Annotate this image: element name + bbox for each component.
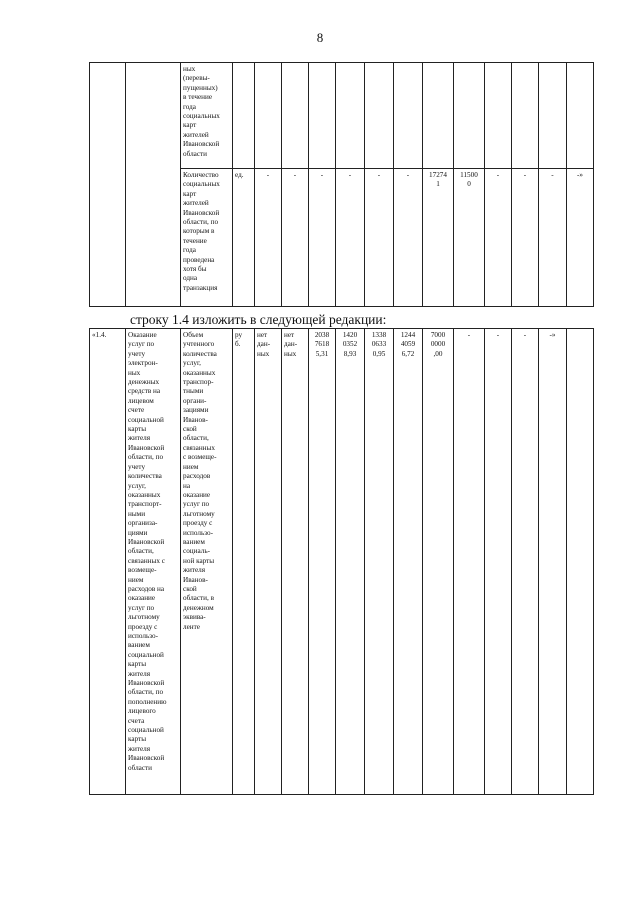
text-line: в течение [183,93,213,102]
text-line: Ивановской [183,208,220,217]
amendment-heading: строку 1.4 изложить в следующей редакции: [130,312,387,327]
unit-cell: ед. [233,169,255,307]
text-line: ,00 [433,349,443,358]
text-line: использо- [128,632,159,640]
text-line: органи- [183,396,207,405]
text-line: льготному [183,509,215,518]
text-line: оказанных [128,490,161,499]
value-cell: -» [567,169,594,307]
text-line: нет [257,331,268,339]
text-line: жителя [128,669,151,678]
text-line: счета [128,716,145,725]
text-line: ных [128,368,141,377]
unit-cell [233,329,255,795]
text-line: услуг по [183,500,210,509]
value-cell [365,329,394,795]
text-line: ской [183,584,197,593]
value-cell [454,169,485,307]
text-line: дан- [284,340,298,349]
text-line: 6,72 [401,349,415,358]
text-line: карт [183,189,197,198]
text-line: оказание [183,490,211,499]
text-line: учету [128,462,146,471]
text-line: жителя [183,566,206,575]
text-line: нием [183,462,199,471]
text-line: ными [128,509,146,518]
text-line: счете [128,406,145,415]
text-line: услуг, [183,359,201,368]
text-line: пущенных) [183,83,218,92]
text-line: количества [183,349,217,358]
text-line: ной карты [183,556,215,565]
text-line: карт [183,121,197,130]
text-line: Ивановской [128,754,165,763]
text-line: социальных [183,180,220,189]
text-line: проезду с [183,519,213,528]
text-line: социальной [128,415,164,424]
text-line: 0000 [430,340,446,349]
text-line: транзакция [183,283,218,292]
text-line: оказанных [183,368,216,377]
value-cell: - [454,329,485,795]
text-line: жителя [128,744,151,753]
value-cell [423,169,454,307]
text-line: средств на [128,387,161,396]
table-cell-number [90,63,126,307]
value-cell [336,329,365,795]
text-line: 1420 [342,331,358,339]
text-line: оказание [128,594,156,603]
value-cell: - [255,169,282,307]
value-cell: - [512,329,539,795]
row-number-cell: «1.4. [90,329,126,795]
text-line: лицевом [128,396,154,405]
text-line: пополнению [128,697,167,706]
text-line: электрон- [128,359,158,368]
text-line: связанных с [128,556,165,565]
value-cell: - [282,169,309,307]
text-line: области [183,149,208,158]
text-line: жителей [183,130,209,139]
text-line: на [183,481,191,490]
indicator-table-bottom [89,328,594,795]
text-line: ных [257,349,270,358]
text-line: жителя [128,434,151,443]
indicator-cell [181,63,233,169]
text-line: Иванов- [183,415,208,424]
text-line: расходов [183,472,211,481]
text-line: эквива- [183,613,206,622]
text-line: организа- [128,519,158,528]
text-line: области, по [128,688,164,697]
text-line: расходов на [128,584,165,593]
text-line: 1338 [371,331,387,339]
text-line: области, [128,547,154,556]
text-line: года [183,102,197,111]
text-line: карты [128,425,147,434]
text-line: нием [128,575,144,584]
text-line: ленте [183,622,200,631]
text-line: Ивановской [128,443,165,452]
text-line: денежных [128,378,160,387]
page-number: 8 [316,30,324,45]
text-line: учтенного [183,340,215,349]
text-line: 2038 [314,331,330,339]
text-line: с возмеще- [183,453,217,462]
indicator-cell [181,169,233,307]
value-cell: - [309,169,336,307]
value-cell [394,329,423,795]
text-line: области, в [183,594,215,603]
text-line: (перевы- [183,74,210,83]
text-line: 0,95 [372,349,386,358]
text-line: социальной [128,726,164,735]
text-line: услуг по [128,603,155,612]
text-line: ных [284,349,297,358]
text-line: социальной [128,650,164,659]
table-cell-name [126,63,181,307]
text-line: ных [183,65,196,73]
text-line: ру [235,331,243,339]
text-line: проезду с [128,622,158,631]
value-cell [255,329,282,795]
text-line: области, по [183,218,219,227]
value-cell [309,329,336,795]
text-line: Оказание [128,331,157,339]
text-line: льготному [128,613,160,622]
text-line: 8,93 [343,349,357,358]
text-line: использо- [183,528,214,537]
text-line: 7000 [430,331,446,339]
value-cell: - [485,329,512,795]
text-line: одна [183,274,198,283]
text-line: ванием [183,537,205,546]
text-line: ванием [128,641,150,650]
text-line: 4059 [400,340,416,349]
text-line: карты [128,735,147,744]
text-line: Ивановской [128,537,165,546]
text-line: 11500 [460,171,478,179]
text-line: Ивановской [128,679,165,688]
service-name-cell [126,329,181,795]
text-line: которым в [183,227,215,236]
text-line: области, по [128,453,164,462]
text-line: тными [183,387,204,396]
text-line: области [128,763,153,772]
text-line: транспорт- [128,500,162,509]
text-line: жителей [183,199,209,208]
text-line: услуг, [128,481,146,490]
text-line: ской [183,425,197,434]
text-line: социаль- [183,547,210,556]
value-cell: - [365,169,394,307]
text-line: проведена [183,255,215,264]
text-line: услуг по [128,340,155,349]
text-line: карты [128,660,147,669]
text-line: количества [128,472,162,481]
text-line: 0352 [342,340,358,349]
indicator-cell [181,329,233,795]
text-line: области, [183,434,209,443]
value-cell [423,329,454,795]
text-line: 17274 [429,171,447,179]
value-cell: - [485,169,512,307]
text-line: 1244 [400,331,416,339]
text-line: зациями [183,406,209,415]
text-line: хотя бы [183,265,207,274]
text-line: дан- [257,340,271,349]
text-line: лицевого [128,707,156,716]
text-line: нет [284,331,295,339]
text-line: 1 [436,180,440,189]
text-line: б. [235,340,241,349]
text-line: 7618 [314,340,330,349]
value-cell: - [394,169,423,307]
value-cell: -» [539,329,567,795]
value-cell [282,329,309,795]
text-line: социальных [183,112,220,121]
text-line: денежном [183,603,214,612]
text-line: связанных [183,443,215,452]
value-cell: - [539,169,567,307]
text-line: течение [183,236,207,245]
text-line: транспор- [183,378,214,387]
text-line: Количество [183,171,219,179]
text-line: учету [128,349,146,358]
text-line: Ивановской [183,140,220,149]
text-line: циями [128,528,148,537]
text-line: 0633 [371,340,387,349]
value-cell: - [512,169,539,307]
text-line: Иванов- [183,575,208,584]
text-line: возмеще- [128,566,157,575]
text-line: Объем [183,331,204,339]
value-cell: - [336,169,365,307]
indicator-table-top [89,62,594,307]
text-line: года [183,246,197,255]
text-line: 5,31 [315,349,329,358]
text-line: 0 [467,180,471,189]
